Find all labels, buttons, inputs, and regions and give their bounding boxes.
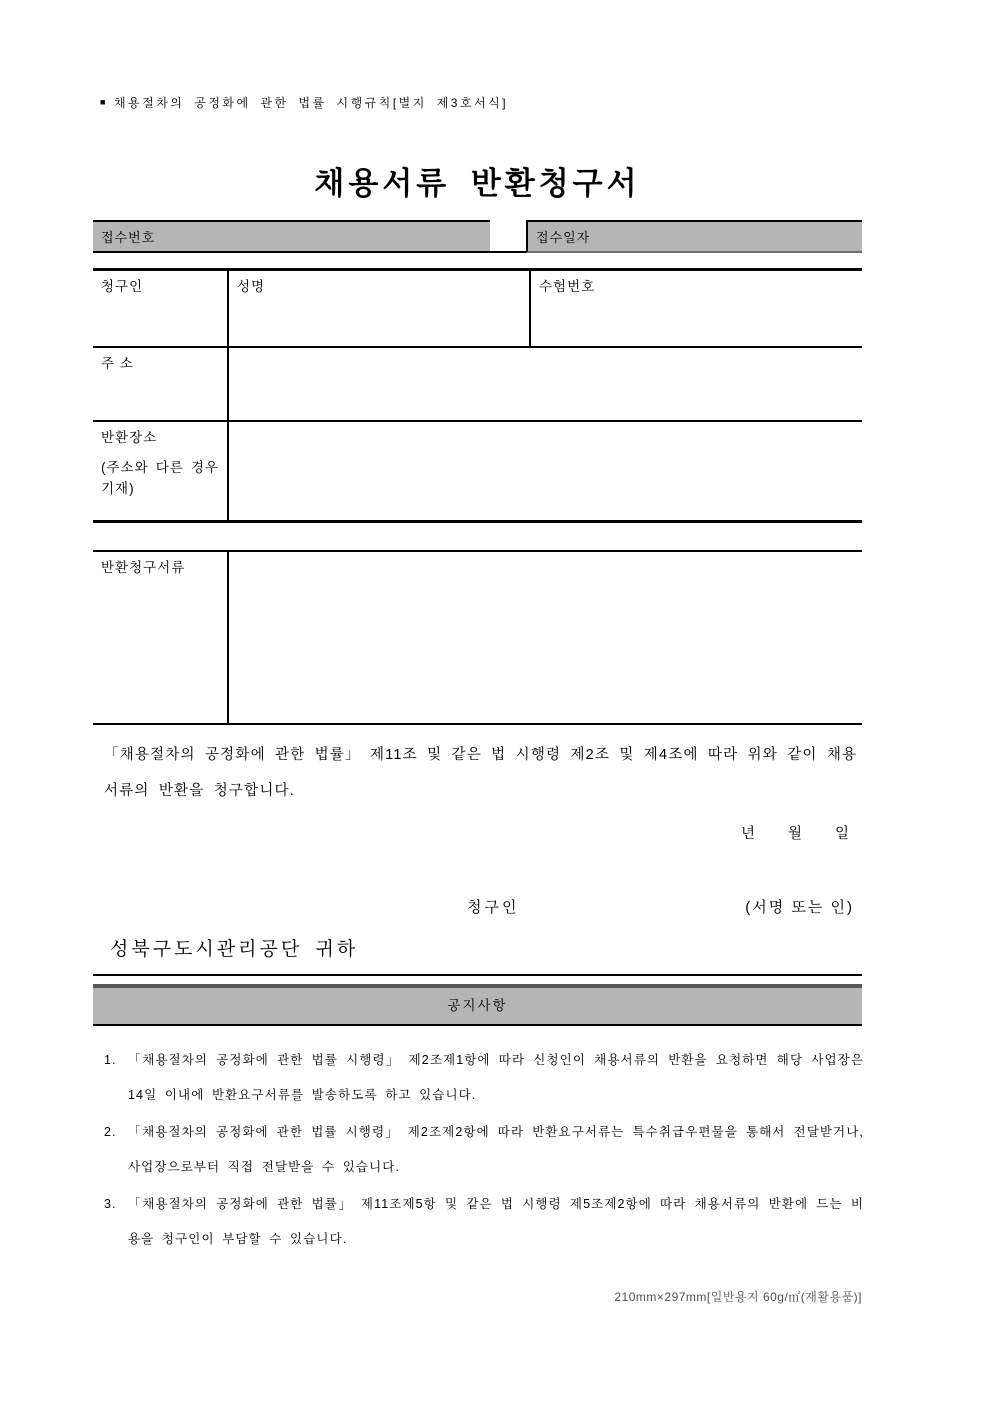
addressee: 성북구도시관리공단 귀하 [110,939,359,960]
receipt-date-cell [526,220,862,253]
date-day-label: 일 [834,826,850,842]
date-month-label: 월 [787,826,803,842]
claimant-row [93,271,862,348]
address-row [93,348,862,422]
documents-label-cell [93,552,229,723]
name-cell [229,271,531,346]
return-place-subtitle: (주소와 다른 경우 기재) [101,460,219,496]
date-line [93,822,862,843]
paper-spec-footer: 210mm×297mm[일반용지 60g/㎡(재활용품)] [614,1290,862,1304]
signature-sign-note: (서명 또는 인) [745,899,854,916]
regulation-note-text: 채용절차의 공정화에 관한 법률 시행규칙[별지 제3호서식] [113,96,509,110]
documents-table [93,550,862,725]
form-title: 채용서류 반환청구서 [314,166,641,201]
receipt-bar-gap [490,220,526,253]
notice-item [104,1187,864,1257]
receipt-date-label: 접수일자 [536,230,591,245]
documents-value-cell [229,552,862,723]
exam-number-label: 수험번호 [539,279,596,294]
exam-number-cell [531,271,862,346]
notice-item-number: 3. [104,1197,117,1211]
notice-item-text: 「채용절차의 공정화에 관한 법률 시행령」 제2조제1항에 따라 신청인이 채용서류의 반환을 요청하면 해당 사업장은 14일 이내에 반환요구서류를 발송하도록 하고 있습니다. [128,1053,864,1102]
claimant-label-cell [93,271,229,346]
date-year-label: 년 [740,826,756,842]
notice-item [104,1115,864,1185]
address-label-cell [93,348,229,420]
square-bullet-icon: ■ [100,97,108,107]
signature-claimant-label: 청구인 [467,899,520,916]
notice-item-number: 2. [104,1125,117,1139]
notice-list [104,1043,864,1259]
divider-rule [93,974,862,976]
return-place-value-cell [229,422,862,520]
receipt-number-label: 접수번호 [101,230,156,245]
return-place-row [93,422,862,523]
applicant-table [93,268,862,523]
notice-header-label: 공지사항 [447,998,508,1013]
return-place-title: 반환장소 [101,430,158,445]
receipt-bar [93,220,862,253]
notice-item-text: 「채용절차의 공정화에 관한 법률」 제11조제5항 및 같은 법 시행령 제5조제2항에 따라 채용서류의 반환에 드는 비용을 청구인이 부담할 수 있습니다. [128,1197,864,1246]
notice-header-bar [93,984,862,1026]
address-label: 주 소 [101,356,134,371]
return-place-label-cell [93,422,229,520]
receipt-number-cell [93,220,490,253]
documents-label: 반환청구서류 [101,560,186,575]
address-value-cell [229,348,862,420]
notice-item [104,1043,864,1113]
notice-item-text: 「채용절차의 공정화에 관한 법률 시행령」 제2조제2항에 따라 반환요구서류는 특수취급우편물을 통해서 전달받거나, 사업장으로부터 직접 전달받을 수 있습니다. [128,1125,864,1174]
claimant-label: 청구인 [101,279,144,294]
statement-paragraph: 「채용절차의 공정화에 관한 법률」 제11조 및 같은 법 시행령 제2조 및 제4조에 따라 위와 같이 채용서류의 반환을 청구합니다. [104,747,858,799]
notice-item-number: 1. [104,1053,117,1067]
documents-row [93,552,862,723]
regulation-note [100,94,508,111]
name-label: 성명 [237,279,266,294]
